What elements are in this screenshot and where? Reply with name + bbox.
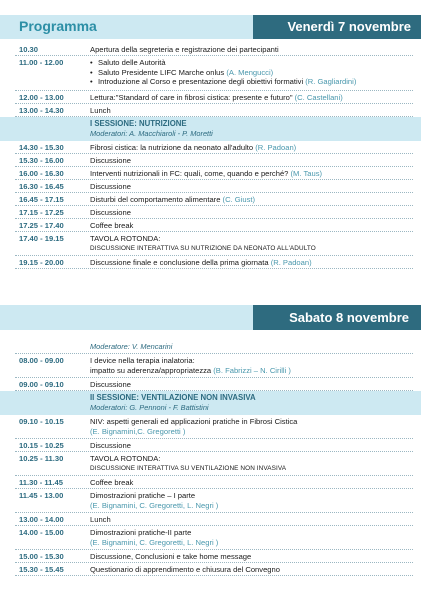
description-line — [90, 528, 416, 538]
session-description — [90, 221, 416, 231]
description-line — [90, 258, 416, 268]
schedule-row — [0, 476, 421, 489]
speaker-name: (C. Castellani) — [294, 93, 343, 102]
schedule-row — [0, 206, 421, 219]
description-text: Discussione — [90, 182, 131, 191]
schedule-row — [0, 104, 421, 117]
description-line — [90, 195, 416, 205]
time-slot: 09.00 - 09.10 — [19, 380, 64, 389]
description-text: Discussione — [90, 441, 131, 450]
session-description — [90, 106, 416, 116]
speaker-name: (E. Bignamini, C. Gregoretti, L. Negri ) — [90, 537, 219, 547]
description-line — [90, 427, 416, 437]
description-line — [90, 491, 416, 501]
time-slot: 15.30 - 16.00 — [19, 156, 64, 165]
session-title: II SESSIONE: VENTILAZIONE NON INVASIVA — [90, 393, 256, 402]
speaker-name: (M. Taus) — [290, 169, 323, 178]
session-description — [90, 454, 416, 473]
description-text: TAVOLA ROTONDA: — [90, 454, 161, 463]
schedule-row — [0, 43, 421, 56]
date-box — [253, 15, 421, 39]
session-description — [90, 169, 416, 179]
day1-header — [0, 15, 421, 39]
day2-date: Sabato 8 novembre — [289, 310, 409, 325]
schedule-row — [0, 154, 421, 167]
session-description — [90, 528, 416, 547]
description-text: Discussione — [90, 380, 131, 389]
description-line — [90, 464, 416, 474]
session-description — [90, 208, 416, 218]
schedule-row — [0, 91, 421, 104]
description-line — [90, 454, 416, 464]
schedule-row — [0, 439, 421, 452]
description-text: Dimostrazioni pratiche – I parte — [90, 491, 196, 500]
description-text: DISCUSSIONE INTERATTIVA SU VENTILAZIONE NON INVASIVA — [90, 464, 287, 472]
description-line — [90, 208, 416, 218]
schedule-row — [0, 526, 421, 550]
time-slot: 13.00 - 14.00 — [19, 515, 64, 524]
description-text: Coffee break — [90, 221, 134, 230]
session-description — [90, 195, 416, 205]
description-text: Lunch — [90, 515, 111, 524]
description-text: NIV: aspetti generali ed applicazioni pratiche in Fibrosi Cistica — [90, 417, 298, 426]
speaker-name: (C. Giust) — [222, 195, 256, 204]
session-title: I SESSIONE: NUTRIZIONE — [90, 119, 187, 128]
description-line — [90, 552, 416, 562]
program-title: Programma — [19, 18, 97, 34]
description-line — [90, 441, 416, 451]
session-row — [0, 117, 421, 141]
description-line — [90, 106, 416, 116]
description-text: Discussione, Conclusioni e take home message — [90, 552, 252, 561]
session-description — [90, 552, 416, 562]
schedule-row — [0, 232, 421, 256]
session-description — [90, 478, 416, 488]
schedule-row — [0, 489, 421, 513]
description-text: Fibrosi cistica: la nutrizione da neonato all'adulto — [90, 143, 254, 152]
time-slot: 10.30 — [19, 45, 39, 54]
description-text: Coffee break — [90, 478, 134, 487]
description-text: Lunch — [90, 106, 111, 115]
time-slot: 13.00 - 14.30 — [19, 106, 64, 115]
time-slot: 11.30 - 11.45 — [19, 478, 63, 487]
description-line — [90, 143, 416, 153]
schedule-row — [0, 452, 421, 476]
description-line — [90, 417, 416, 427]
description-line — [90, 538, 416, 548]
moderator-row — [0, 340, 421, 354]
description-text: Lettura:"Standard of care in fibrosi cistica: presente e futuro" — [90, 93, 293, 102]
time-slot: 12.00 - 13.00 — [19, 93, 64, 102]
session-description — [90, 515, 416, 525]
time-slot: 14.00 - 15.00 — [19, 528, 64, 537]
schedule-row — [0, 141, 421, 154]
time-slot: 11.45 - 13.00 — [19, 491, 64, 500]
description-line — [90, 93, 416, 103]
time-slot: 14.30 - 15.30 — [19, 143, 64, 152]
description-text: Saluto delle Autorità — [98, 58, 166, 67]
speaker-name: (R. Padoan) — [255, 143, 297, 152]
schedule-row — [0, 378, 421, 391]
time-slot: 10.25 - 11.30 — [19, 454, 64, 463]
description-text: impatto su aderenza/appropriatezza — [90, 365, 212, 375]
schedule-row — [0, 354, 421, 378]
description-text: Disturbi del comportamento alimentare — [90, 195, 221, 204]
description-line — [90, 478, 416, 488]
description-line — [90, 221, 416, 231]
description-line — [90, 169, 416, 179]
session-moderators: Moderatori: A. Macchiaroli - P. Moretti — [90, 129, 213, 138]
schedule-row — [0, 563, 421, 576]
schedule-row — [0, 180, 421, 193]
description-text: TAVOLA ROTONDA: — [90, 234, 161, 243]
time-slot: 19.15 - 20.00 — [19, 258, 64, 267]
session-description — [90, 93, 416, 103]
session-moderators: Moderatori: G. Pennoni - F. Battistini — [90, 403, 209, 412]
bullet-item — [90, 68, 416, 78]
description-text: Discussione — [90, 156, 131, 165]
moderators: Moderatore: V. Mencarini — [90, 342, 173, 351]
time-slot: 17.40 - 19.15 — [19, 234, 64, 243]
time-slot: 16.30 - 16.45 — [19, 182, 64, 191]
session-description — [90, 356, 416, 375]
description-line — [90, 244, 416, 254]
schedule-row — [0, 219, 421, 232]
description-text: Introduzione al Corso e presentazione degli obiettivi formativi — [98, 77, 304, 86]
description-line — [90, 380, 416, 390]
speaker-name: (R. Gagliardini) — [305, 77, 357, 86]
description-line — [90, 565, 416, 575]
speaker-name: (E. Bignamini, C. Gregoretti, L. Negri ) — [90, 500, 219, 510]
description-line — [90, 45, 416, 55]
time-slot: 15.00 - 15.30 — [19, 552, 64, 561]
session-description — [90, 441, 416, 451]
speaker-name: (R. Padoan) — [270, 258, 312, 267]
speaker-name: (B. Fabrizzi – N. Cirilli ) — [213, 365, 291, 375]
schedule-row — [0, 256, 421, 269]
day1-date: Venerdì 7 novembre — [287, 19, 411, 34]
session-description — [90, 45, 416, 55]
session-description — [90, 491, 416, 510]
time-slot: 10.15 - 10.25 — [19, 441, 64, 450]
description-line — [90, 515, 416, 525]
session-description — [90, 258, 416, 268]
description-text: Discussione finale e conclusione della prima giornata — [90, 258, 269, 267]
session-description — [90, 58, 416, 87]
session-description — [90, 565, 416, 575]
description-line — [90, 366, 416, 376]
day2-header — [0, 305, 421, 330]
session-description — [90, 417, 416, 436]
description-text: Discussione — [90, 208, 131, 217]
description-text: Dimostrazioni pratiche-II parte — [90, 528, 192, 537]
description-line — [90, 234, 416, 244]
date-box — [253, 305, 421, 330]
description-text: Saluto Presidente LIFC Marche onlus — [98, 67, 225, 77]
schedule-row — [0, 56, 421, 91]
session-description — [90, 143, 416, 153]
time-slot: 08.00 - 09.00 — [19, 356, 64, 365]
session-description — [90, 182, 416, 192]
time-slot: 16.45 - 17.15 — [19, 195, 64, 204]
schedule-row — [0, 550, 421, 563]
bullet-item — [90, 77, 416, 87]
session-description — [90, 380, 416, 390]
description-text: Apertura della segreteria e registrazione dei partecipanti — [90, 45, 279, 54]
time-slot: 11.00 - 12.00 — [19, 58, 64, 67]
schedule-row — [0, 193, 421, 206]
schedule-row — [0, 513, 421, 526]
time-slot: 17.15 - 17.25 — [19, 208, 64, 217]
description-line — [90, 501, 416, 511]
bullet-item — [90, 58, 416, 68]
time-slot: 09.10 - 10.15 — [19, 417, 64, 426]
session-description — [90, 156, 416, 166]
session-row — [0, 391, 421, 415]
schedule-row — [0, 415, 421, 439]
session-description — [90, 234, 416, 253]
speaker-name: (E. Bignamini,C. Gregoretti ) — [90, 426, 186, 436]
description-text: I device nella terapia inalatoria: — [90, 356, 195, 365]
description-line — [90, 182, 416, 192]
schedule-row — [0, 167, 421, 180]
description-text: DISCUSSIONE INTERATTIVA SU NUTRIZIONE DA NEONATO ALL'ADULTO — [90, 244, 316, 252]
time-slot: 17.25 - 17.40 — [19, 221, 64, 230]
description-line — [90, 356, 416, 366]
description-line — [90, 156, 416, 166]
time-slot: 15.30 - 15.45 — [19, 565, 64, 574]
speaker-name: (A. Mengucci) — [226, 67, 274, 77]
description-text: Questionario di apprendimento e chiusura del Convegno — [90, 565, 280, 574]
description-text: Interventi nutrizionali in FC: quali, come, quando e perché? — [90, 169, 289, 178]
time-slot: 16.00 - 16.30 — [19, 169, 64, 178]
